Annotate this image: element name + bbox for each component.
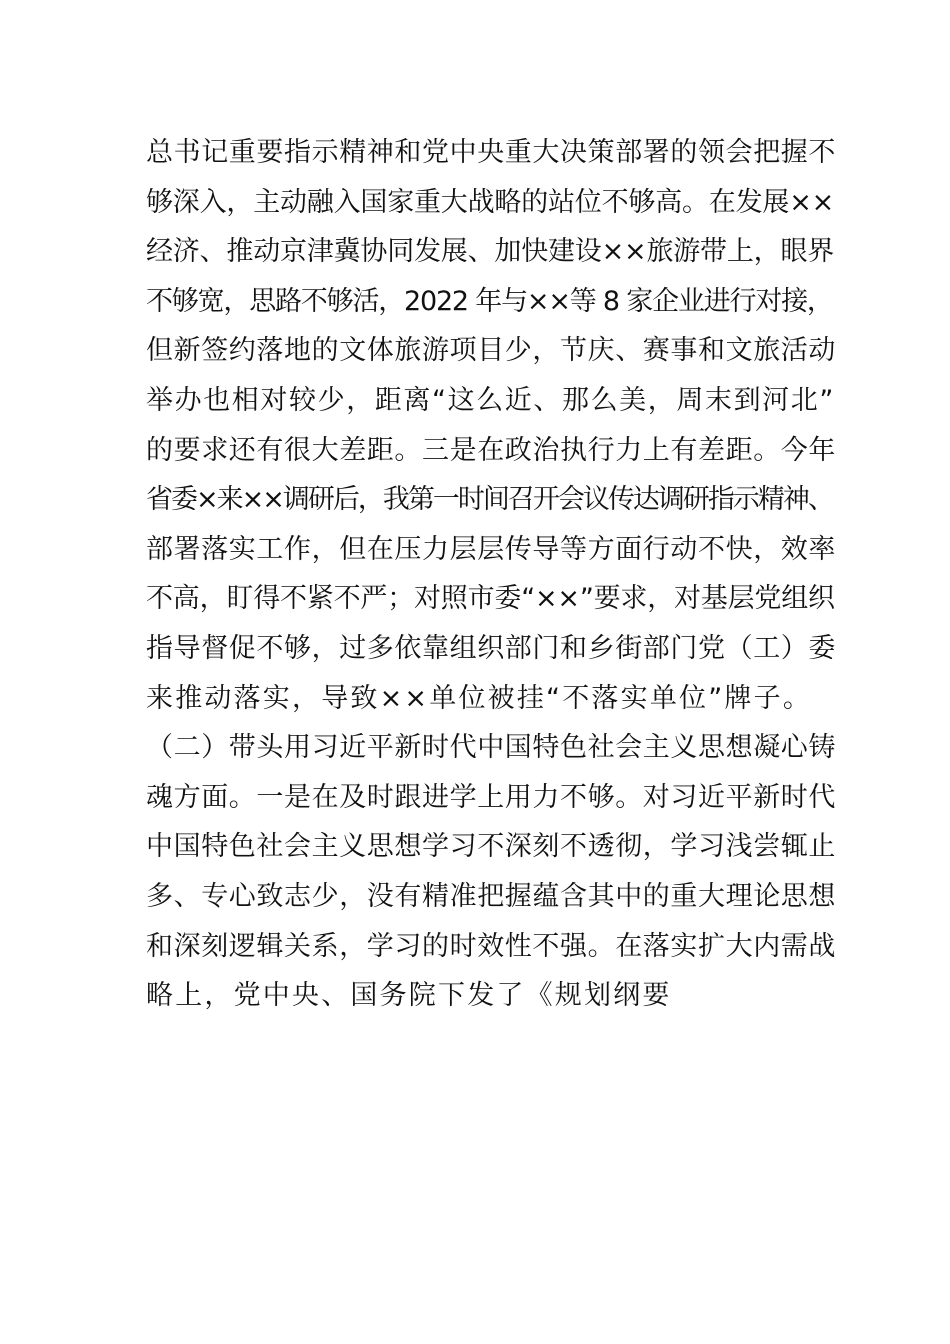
text-line: 部署落实工作，但在压力层层传导等方面行动不快，效率	[146, 533, 836, 565]
text-line: 的要求还有很大差距。三是在政治执行力上有差距。今年	[146, 434, 836, 466]
text-line: 中国特色社会主义思想学习不深刻不透彻，学习浅尝辄止	[146, 831, 836, 863]
body-text	[146, 128, 836, 1021]
text-line: 多、专心致志少，没有精准把握蕴含其中的重大理论思想	[146, 880, 836, 912]
text-line: 举办也相对较少，距离“这么近、那么美，周末到河北”	[146, 384, 835, 416]
text-line: 总书记重要指示精神和党中央重大决策部署的领会把握不	[146, 137, 836, 168]
text-line: 但新签约落地的文体旅游项目少，节庆、赛事和文旅活动	[146, 335, 836, 367]
text-line: 不够宽，思路不够活，2022 年与××等 8 家企业进行对接，	[146, 285, 833, 317]
text-line: 略上，党中央、国务院下发了《规划纲要	[146, 980, 672, 1012]
text-line: 不高，盯得不紧不严；对照市委“××”要求，对基层党组织	[146, 583, 835, 615]
text-line: 够深入，主动融入国家重大战略的站位不够高。在发展××	[146, 186, 835, 218]
section-heading-line: （二）带头用习近平新时代中国特色社会主义思想凝心铸	[146, 732, 836, 764]
text-line: 和深刻逻辑关系，学习的时效性不强。在落实扩大内需战	[146, 930, 836, 962]
text-line: 来推动落实，导致××单位被挂“不落实单位”牌子。	[146, 682, 813, 714]
text-line: 指导督促不够，过多依靠组织部门和乡街部门党（工）委	[146, 632, 836, 664]
text-line: 经济、推动京津冀协同发展、加快建设××旅游带上，眼界	[146, 236, 835, 268]
text-line: 省委×来××调研后，我第一时间召开会议传达调研指示精神、	[146, 484, 833, 516]
text-line: 魂方面。一是在及时跟进学上用力不够。对习近平新时代	[146, 781, 836, 813]
